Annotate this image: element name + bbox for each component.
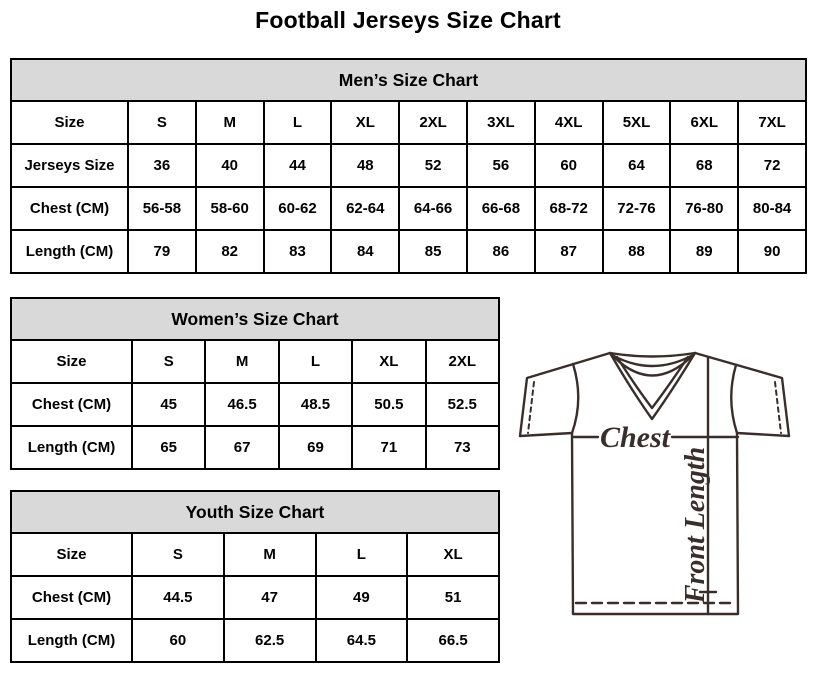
cell: 44.5 bbox=[132, 576, 224, 619]
mens-table-title: Men’s Size Chart bbox=[11, 59, 806, 101]
cell: 60 bbox=[535, 144, 603, 187]
jersey-diagram-svg bbox=[513, 335, 816, 635]
cell: 62-64 bbox=[331, 187, 399, 230]
table-row bbox=[11, 144, 806, 187]
cell: 46.5 bbox=[205, 383, 278, 426]
cell: 5XL bbox=[603, 101, 671, 144]
jersey-left-armhole-seam bbox=[572, 364, 578, 433]
cell: 68-72 bbox=[535, 187, 603, 230]
row-label: Chest (CM) bbox=[11, 576, 132, 619]
cell: 51 bbox=[407, 576, 499, 619]
cell: 58-60 bbox=[196, 187, 264, 230]
womens-size-table bbox=[10, 297, 500, 470]
cell: 72 bbox=[738, 144, 806, 187]
table-row bbox=[11, 101, 806, 144]
cell: 4XL bbox=[535, 101, 603, 144]
cell: 90 bbox=[738, 230, 806, 273]
jersey-right-armhole-seam bbox=[731, 365, 737, 433]
cell: M bbox=[224, 533, 316, 576]
cell: 62.5 bbox=[224, 619, 316, 662]
cell: 89 bbox=[670, 230, 738, 273]
cell: L bbox=[279, 340, 352, 383]
cell: L bbox=[264, 101, 332, 144]
cell: XL bbox=[352, 340, 425, 383]
row-label: Size bbox=[11, 340, 132, 383]
jersey-collar-top bbox=[610, 353, 695, 357]
cell: 85 bbox=[399, 230, 467, 273]
cell: 68 bbox=[670, 144, 738, 187]
cell: 47 bbox=[224, 576, 316, 619]
cell: 87 bbox=[535, 230, 603, 273]
cell: 40 bbox=[196, 144, 264, 187]
row-label: Chest (CM) bbox=[11, 383, 132, 426]
cell: 48.5 bbox=[279, 383, 352, 426]
cell: 60 bbox=[132, 619, 224, 662]
page-title: Football Jerseys Size Chart bbox=[255, 7, 561, 33]
cell: 80-84 bbox=[738, 187, 806, 230]
cell: 66-68 bbox=[467, 187, 535, 230]
cell: 64 bbox=[603, 144, 671, 187]
table-row bbox=[11, 426, 499, 469]
table-title-row bbox=[11, 491, 499, 533]
cell: 2XL bbox=[426, 340, 499, 383]
cell: 84 bbox=[331, 230, 399, 273]
front-length-label: Front Length bbox=[680, 446, 711, 604]
mens-size-table bbox=[10, 58, 807, 274]
cell: 76-80 bbox=[670, 187, 738, 230]
row-label: Size bbox=[11, 533, 132, 576]
row-label: Jerseys Size bbox=[11, 144, 128, 187]
cell: 56 bbox=[467, 144, 535, 187]
cell: L bbox=[316, 533, 408, 576]
cell: XL bbox=[407, 533, 499, 576]
youth-table-title: Youth Size Chart bbox=[11, 491, 499, 533]
table-row bbox=[11, 619, 499, 662]
womens-table-title: Women’s Size Chart bbox=[11, 298, 499, 340]
table-title-row bbox=[11, 298, 499, 340]
cell: M bbox=[205, 340, 278, 383]
cell: 83 bbox=[264, 230, 332, 273]
left-cuff-dashed-line bbox=[528, 382, 534, 433]
table-title-row bbox=[11, 59, 806, 101]
cell: 64.5 bbox=[316, 619, 408, 662]
chest-label: Chest bbox=[599, 421, 671, 454]
jersey-body bbox=[572, 433, 738, 614]
cell: 52.5 bbox=[426, 383, 499, 426]
cell: 2XL bbox=[399, 101, 467, 144]
right-cuff-dashed-line bbox=[775, 382, 781, 433]
cell: 69 bbox=[279, 426, 352, 469]
cell: 52 bbox=[399, 144, 467, 187]
row-label: Chest (CM) bbox=[11, 187, 128, 230]
cell: S bbox=[128, 101, 196, 144]
table-row bbox=[11, 187, 806, 230]
cell: 66.5 bbox=[407, 619, 499, 662]
youth-size-table bbox=[10, 490, 500, 663]
cell: M bbox=[196, 101, 264, 144]
cell: 79 bbox=[128, 230, 196, 273]
cell: S bbox=[132, 533, 224, 576]
cell: 67 bbox=[205, 426, 278, 469]
cell: 7XL bbox=[738, 101, 806, 144]
cell: 36 bbox=[128, 144, 196, 187]
row-label: Length (CM) bbox=[11, 230, 128, 273]
cell: 82 bbox=[196, 230, 264, 273]
cell: 48 bbox=[331, 144, 399, 187]
table-row bbox=[11, 383, 499, 426]
table-row bbox=[11, 340, 499, 383]
cell: 88 bbox=[603, 230, 671, 273]
row-label: Length (CM) bbox=[11, 426, 132, 469]
table-row bbox=[11, 230, 806, 273]
row-label: Size bbox=[11, 101, 128, 144]
jersey-measurement-diagram bbox=[513, 335, 816, 635]
cell: 73 bbox=[426, 426, 499, 469]
cell: 44 bbox=[264, 144, 332, 187]
cell: 3XL bbox=[467, 101, 535, 144]
cell: 71 bbox=[352, 426, 425, 469]
cell: 65 bbox=[132, 426, 205, 469]
row-label: Length (CM) bbox=[11, 619, 132, 662]
cell: 72-76 bbox=[603, 187, 671, 230]
cell: 60-62 bbox=[264, 187, 332, 230]
cell: 86 bbox=[467, 230, 535, 273]
cell: S bbox=[132, 340, 205, 383]
cell: 49 bbox=[316, 576, 408, 619]
cell: 50.5 bbox=[352, 383, 425, 426]
cell: 6XL bbox=[670, 101, 738, 144]
table-row bbox=[11, 576, 499, 619]
cell: 56-58 bbox=[128, 187, 196, 230]
cell: 45 bbox=[132, 383, 205, 426]
table-row bbox=[11, 533, 499, 576]
cell: 64-66 bbox=[399, 187, 467, 230]
cell: XL bbox=[331, 101, 399, 144]
